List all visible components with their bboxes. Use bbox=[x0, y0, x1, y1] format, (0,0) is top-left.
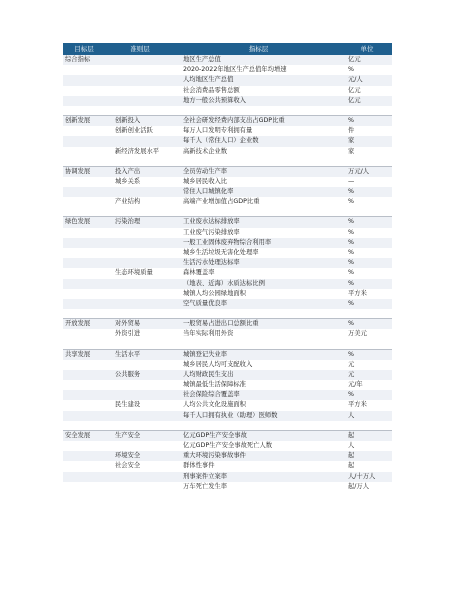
table-row bbox=[63, 441, 392, 451]
table-row bbox=[63, 360, 392, 370]
cell-target bbox=[63, 279, 105, 289]
cell-indicator: 地区生产总值 bbox=[183, 56, 221, 63]
table-row bbox=[63, 289, 392, 299]
cell-criterion: 生产安全 bbox=[115, 431, 141, 439]
cell-criterion: 投入产出 bbox=[115, 167, 141, 175]
cell-target bbox=[63, 248, 105, 258]
cell-indicator: 当年实际利用外资 bbox=[183, 330, 234, 338]
cell-indicator: 群体性事件 bbox=[183, 462, 215, 470]
cell-unit: % bbox=[348, 228, 354, 236]
cell-unit: % bbox=[348, 279, 354, 287]
cell-indicator: 社会消费品零售总额 bbox=[183, 86, 240, 94]
cell-indicator: 亿元GDP生产安全事故 bbox=[183, 431, 247, 439]
table-row bbox=[63, 166, 392, 177]
cell-indicator: 城镇最低生活保障标准 bbox=[183, 381, 246, 389]
table-row bbox=[63, 86, 392, 96]
header-target: 目标层 bbox=[74, 45, 94, 53]
cell-target: 创新发展 bbox=[65, 116, 91, 124]
table-group bbox=[63, 430, 392, 492]
table-row bbox=[63, 390, 392, 400]
table-row bbox=[63, 55, 392, 65]
cell-criterion: 公共服务 bbox=[115, 370, 141, 378]
cell-indicator: 人均公共文化设施面积 bbox=[183, 401, 246, 409]
table-group bbox=[63, 115, 392, 157]
cell-criterion bbox=[105, 96, 175, 106]
cell-target bbox=[63, 268, 105, 278]
cell-unit: 元/年 bbox=[348, 381, 363, 389]
header-indicator: 指标层 bbox=[248, 45, 269, 53]
cell-target bbox=[63, 472, 105, 482]
cell-indicator: 森林覆盖率 bbox=[183, 269, 215, 277]
cell-criterion: 城乡关系 bbox=[115, 177, 141, 185]
cell-criterion: 社会安全 bbox=[115, 462, 141, 470]
cell-unit: 元 bbox=[348, 360, 355, 368]
table-row bbox=[63, 430, 392, 441]
table-body bbox=[63, 55, 392, 492]
cell-target bbox=[63, 228, 105, 238]
cell-unit: % bbox=[348, 320, 354, 328]
table-row bbox=[63, 238, 392, 248]
table-row bbox=[63, 349, 392, 360]
cell-indicator: 2020-2022年地区生产总值年均增速 bbox=[183, 66, 287, 74]
cell-target bbox=[63, 65, 105, 75]
table-row bbox=[63, 482, 392, 492]
cell-unit: % bbox=[348, 391, 354, 399]
table-group bbox=[63, 55, 392, 106]
table-row bbox=[63, 451, 392, 461]
cell-indicator: 城镇人均公园绿地面积 bbox=[183, 289, 246, 297]
table-row bbox=[63, 461, 392, 471]
cell-indicator: 重大环境污染事故事件 bbox=[183, 452, 246, 460]
cell-target bbox=[63, 360, 105, 370]
cell-indicator: 地方一般公共预算收入 bbox=[183, 96, 246, 104]
cell-target: 综合指标 bbox=[65, 56, 91, 63]
cell-criterion: 环境安全 bbox=[115, 452, 141, 460]
cell-target bbox=[63, 126, 105, 136]
cell-criterion bbox=[105, 289, 175, 299]
cell-unit: 元 bbox=[348, 370, 355, 378]
cell-criterion bbox=[105, 279, 175, 289]
cell-indicator: 生活污水处理达标率 bbox=[183, 259, 240, 267]
cell-target bbox=[63, 461, 105, 471]
cell-unit: 家 bbox=[348, 137, 355, 145]
cell-unit: 亿元 bbox=[348, 86, 361, 94]
cell-unit: % bbox=[348, 238, 354, 246]
table-row bbox=[63, 472, 392, 482]
cell-indicator: 空气质量优良率 bbox=[183, 299, 228, 307]
cell-criterion: 新经济发展水平 bbox=[115, 147, 160, 155]
cell-criterion: 污染治理 bbox=[115, 218, 141, 226]
cell-indicator: 刑事案件立案率 bbox=[183, 472, 228, 480]
header-criterion: 准则层 bbox=[130, 45, 150, 53]
table-row bbox=[63, 147, 392, 157]
cell-unit: 家 bbox=[348, 147, 355, 155]
cell-indicator: 全社会研发经费内部支出占GDP比重 bbox=[183, 116, 285, 124]
cell-indicator: 工业废水达标排放率 bbox=[183, 218, 240, 226]
table-row bbox=[63, 329, 392, 339]
cell-indicator: 高新技术企业数 bbox=[183, 147, 228, 155]
table-row bbox=[63, 299, 392, 309]
cell-criterion: 民生建设 bbox=[115, 401, 141, 409]
cell-target bbox=[63, 441, 105, 451]
cell-criterion bbox=[105, 380, 175, 390]
header-unit: 单位 bbox=[360, 45, 374, 53]
cell-indicator: 全员劳动生产率 bbox=[183, 167, 228, 175]
table-header bbox=[63, 43, 392, 55]
table-row bbox=[63, 96, 392, 106]
table-row bbox=[63, 258, 392, 268]
table-row bbox=[63, 177, 392, 187]
table-row bbox=[63, 65, 392, 75]
cell-criterion bbox=[105, 299, 175, 309]
cell-unit: 人/十万人 bbox=[348, 472, 376, 480]
cell-unit: 起/万人 bbox=[348, 482, 370, 490]
cell-target bbox=[63, 380, 105, 390]
cell-criterion bbox=[105, 472, 175, 482]
cell-unit: % bbox=[348, 218, 354, 226]
cell-criterion bbox=[105, 86, 175, 96]
cell-target bbox=[63, 451, 105, 461]
cell-criterion bbox=[105, 187, 175, 197]
table-row bbox=[63, 187, 392, 197]
cell-target bbox=[63, 370, 105, 380]
cell-criterion bbox=[105, 228, 175, 238]
indicator-table bbox=[63, 43, 392, 492]
cell-target bbox=[63, 197, 105, 207]
cell-unit: % bbox=[348, 259, 354, 267]
cell-unit: 亿元 bbox=[348, 96, 361, 104]
group-spacer bbox=[63, 421, 392, 430]
group-spacer bbox=[63, 157, 392, 166]
group-spacer bbox=[63, 207, 392, 216]
cell-indicator: 常住人口城镇化率 bbox=[183, 188, 234, 196]
table-row bbox=[63, 248, 392, 258]
cell-target: 共享发展 bbox=[65, 350, 91, 358]
table-row bbox=[63, 268, 392, 278]
cell-unit: % bbox=[348, 116, 354, 124]
cell-target: 协调发展 bbox=[65, 167, 91, 175]
cell-criterion bbox=[105, 411, 175, 421]
table-row bbox=[63, 136, 392, 146]
cell-criterion bbox=[105, 482, 175, 492]
cell-criterion bbox=[105, 258, 175, 268]
cell-criterion bbox=[105, 360, 175, 370]
cell-unit: 万元/人 bbox=[348, 167, 370, 175]
cell-unit: 元/人 bbox=[348, 76, 363, 84]
cell-indicator: 人均地区生产总值 bbox=[183, 76, 234, 84]
cell-indicator: 万车死亡发生率 bbox=[183, 482, 228, 490]
cell-target bbox=[63, 390, 105, 400]
cell-indicator: 城乡生活垃圾无害化处理率 bbox=[183, 249, 259, 256]
cell-unit: 起 bbox=[348, 452, 355, 460]
table-row bbox=[63, 115, 392, 126]
cell-criterion: 创新创业活跃 bbox=[115, 127, 153, 135]
cell-criterion: 生活水平 bbox=[115, 350, 141, 358]
cell-target bbox=[63, 299, 105, 309]
table-row bbox=[63, 197, 392, 207]
cell-target bbox=[63, 75, 105, 85]
cell-target: 开放发展 bbox=[65, 320, 91, 328]
cell-unit: 平方米 bbox=[348, 401, 367, 409]
cell-indicator: 一般工业固体废弃物综合利用率 bbox=[183, 238, 272, 246]
cell-unit: 人 bbox=[348, 411, 355, 419]
table-row bbox=[63, 318, 392, 329]
cell-target: 绿色发展 bbox=[65, 218, 91, 226]
cell-criterion bbox=[105, 75, 175, 85]
cell-indicator: 每万人口发明专利拥有量 bbox=[183, 127, 253, 135]
cell-criterion: 产业结构 bbox=[115, 198, 141, 206]
table-row bbox=[63, 380, 392, 390]
cell-unit: % bbox=[348, 299, 354, 307]
cell-unit: 万美元 bbox=[348, 330, 367, 338]
cell-target bbox=[63, 411, 105, 421]
cell-unit: % bbox=[348, 249, 354, 256]
cell-criterion bbox=[105, 248, 175, 258]
cell-indicator: 社会保险综合覆盖率 bbox=[183, 391, 240, 399]
cell-target bbox=[63, 258, 105, 268]
table-row bbox=[63, 216, 392, 227]
table-row bbox=[63, 126, 392, 136]
cell-unit: — bbox=[348, 177, 355, 185]
cell-target bbox=[63, 482, 105, 492]
cell-indicator: 城乡居民收入比 bbox=[183, 177, 228, 185]
cell-target bbox=[63, 96, 105, 106]
cell-target: 安全发展 bbox=[65, 431, 91, 439]
cell-criterion bbox=[105, 390, 175, 400]
cell-target bbox=[63, 86, 105, 96]
cell-criterion bbox=[105, 55, 175, 65]
cell-criterion: 外资引进 bbox=[115, 330, 141, 338]
cell-unit: 平方米 bbox=[348, 289, 367, 297]
table-row bbox=[63, 75, 392, 85]
cell-criterion: 生态环境质量 bbox=[115, 269, 153, 277]
cell-unit: % bbox=[348, 198, 354, 206]
cell-indicator: 每千人（常住人口）企业数 bbox=[183, 137, 259, 145]
group-spacer bbox=[63, 309, 392, 318]
cell-indicator: 城乡居民人均可支配收入 bbox=[183, 360, 253, 368]
table-group bbox=[63, 216, 392, 309]
table-group bbox=[63, 318, 392, 339]
cell-indicator: 高端产业增加值占GDP比重 bbox=[183, 198, 260, 206]
cell-unit: % bbox=[348, 66, 354, 74]
table-row bbox=[63, 370, 392, 380]
cell-criterion bbox=[105, 441, 175, 451]
cell-indicator: 工业废气污染排放率 bbox=[183, 228, 240, 236]
table-row bbox=[63, 400, 392, 410]
group-spacer bbox=[63, 106, 392, 115]
cell-criterion bbox=[105, 136, 175, 146]
cell-target bbox=[63, 238, 105, 248]
cell-criterion bbox=[105, 238, 175, 248]
cell-unit: % bbox=[348, 188, 354, 196]
table-row bbox=[63, 228, 392, 238]
table-row bbox=[63, 279, 392, 289]
cell-criterion bbox=[105, 65, 175, 75]
cell-target bbox=[63, 289, 105, 299]
cell-indicator: 亿元GDP生产安全事故死亡人数 bbox=[183, 442, 273, 449]
cell-unit: 起 bbox=[348, 462, 355, 470]
cell-indicator: 每千人口拥有执业（助理）医师数 bbox=[183, 411, 278, 419]
cell-target bbox=[63, 400, 105, 410]
cell-target bbox=[63, 147, 105, 157]
cell-criterion: 对外贸易 bbox=[115, 320, 141, 328]
table-group bbox=[63, 349, 392, 421]
cell-indicator: 人均财政民生支出 bbox=[183, 370, 234, 378]
table-group bbox=[63, 166, 392, 208]
cell-target bbox=[63, 136, 105, 146]
cell-unit: 人 bbox=[348, 442, 355, 449]
cell-target bbox=[63, 187, 105, 197]
group-spacer bbox=[63, 340, 392, 349]
cell-indicator: 一般贸易占进出口总额比重 bbox=[183, 320, 259, 328]
cell-unit: % bbox=[348, 269, 354, 277]
cell-indicator: （地表、近海）水质达标比例 bbox=[183, 279, 265, 287]
cell-target bbox=[63, 329, 105, 339]
cell-indicator: 城镇登记失业率 bbox=[183, 350, 228, 358]
cell-unit: 亿元 bbox=[348, 56, 361, 63]
cell-target bbox=[63, 177, 105, 187]
cell-criterion: 创新投入 bbox=[115, 116, 141, 124]
table-row bbox=[63, 411, 392, 421]
cell-unit: % bbox=[348, 350, 354, 358]
cell-unit: 起 bbox=[348, 431, 355, 439]
cell-unit: 件 bbox=[348, 127, 355, 135]
